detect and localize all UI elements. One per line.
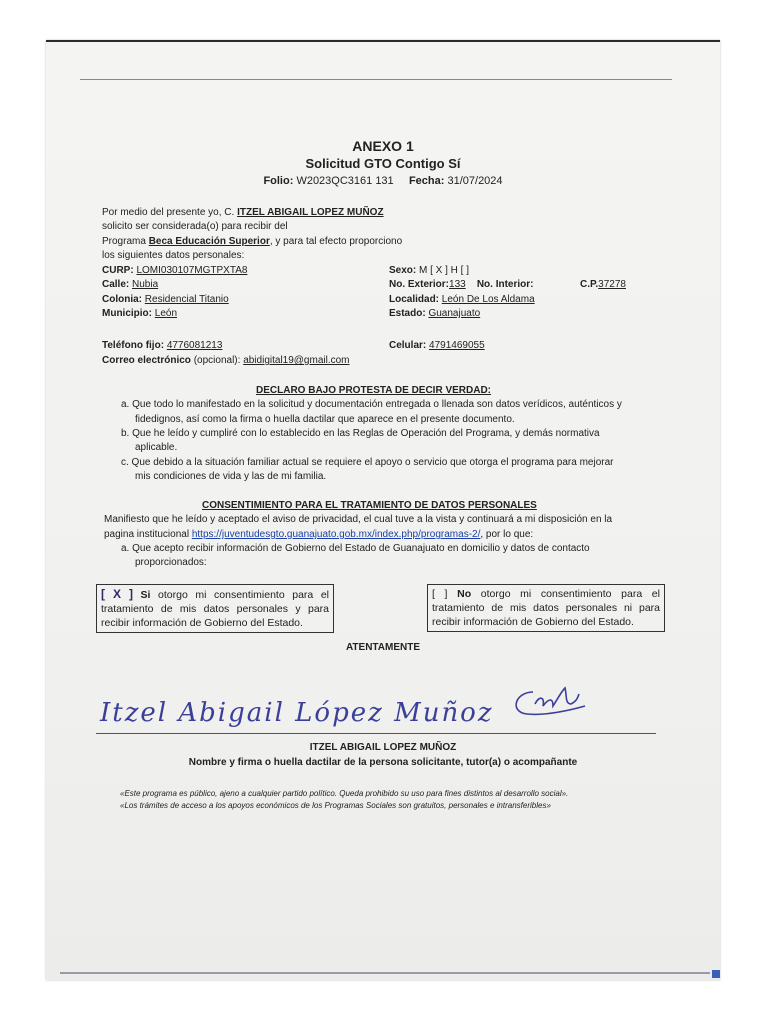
tel-row xyxy=(102,340,222,351)
consent-no-word: No xyxy=(457,588,472,600)
cp-label: C.P. xyxy=(580,279,599,290)
celular-row xyxy=(389,340,485,351)
celular-value: 4791469055 xyxy=(429,340,485,351)
consent-no-box[interactable] xyxy=(427,584,665,632)
folio-line xyxy=(46,175,720,187)
corner-mark-icon xyxy=(712,970,720,978)
signature-caption: Nombre y firma o huella dactilar de la persona solicitante, tutor(a) o acompañante xyxy=(188,757,578,768)
intro-line-2: solicito ser considerada(o) para recibir del xyxy=(102,221,288,232)
calle-label: Calle: xyxy=(102,279,130,290)
estado-label: Estado: xyxy=(389,308,426,319)
cp-row xyxy=(580,279,626,290)
colonia-label: Colonia: xyxy=(102,294,142,305)
program-suffix: , y para tal efecto proporciono xyxy=(269,236,403,247)
declaro-a-1: a. Que todo lo manifestado en la solicitud y documentación entregada o llenada son datos verídicos, auténticos y xyxy=(121,399,622,410)
folio-label: Folio: xyxy=(263,175,294,187)
fecha-label: Fecha: xyxy=(408,175,445,187)
intro-line-3 xyxy=(102,236,402,247)
fecha-value: 31/07/2024 xyxy=(447,175,503,187)
declaro-b-2: aplicable. xyxy=(135,442,178,453)
sexo-label: Sexo: xyxy=(389,265,417,276)
program-prefix: Programa xyxy=(102,236,146,247)
folio-value: W2023QC3161 131 xyxy=(296,175,394,187)
calle-value: Nubia xyxy=(132,279,159,290)
correo-optional: (opcional): xyxy=(193,355,241,366)
correo-label: Correo electrónico xyxy=(102,355,191,366)
colonia-row xyxy=(102,294,229,305)
calle-row xyxy=(102,279,158,290)
consent-no-checkbox[interactable]: [ ] xyxy=(432,588,448,600)
declaro-c-1: c. Que debido a la situación familiar actual se requiere el apoyo o servicio que otorga el programa para mejorar xyxy=(121,457,614,468)
atentamente: ATENTAMENTE xyxy=(345,642,421,653)
tel-label: Teléfono fijo: xyxy=(102,340,165,351)
consent-p-1: Manifiesto que he leído y aceptado el aviso de privacidad, el cual tuve a la vista y continuará a mi disposición en la xyxy=(104,514,613,525)
consent-a-2: proporcionados: xyxy=(135,557,207,568)
intro-line-1 xyxy=(102,207,384,218)
municipio-label: Municipio: xyxy=(102,308,152,319)
sexo-value: M [ X ] H [ ] xyxy=(419,265,470,276)
applicant-name: ITZEL ABIGAIL LOPEZ MUÑOZ xyxy=(237,207,384,218)
declaro-c-2: mis condiciones de vida y las de mi familia. xyxy=(135,471,327,482)
intro-text: Por medio del presente yo, C. xyxy=(102,207,235,218)
form-title: Solicitud GTO Contigo Sí xyxy=(305,156,461,171)
bottom-edge-line xyxy=(60,972,710,974)
localidad-row xyxy=(389,294,535,305)
estado-value: Guanajuato xyxy=(428,308,481,319)
num-int-label: No. Interior: xyxy=(476,279,534,290)
sexo-row xyxy=(389,265,469,276)
consent-yes-box[interactable] xyxy=(96,584,334,633)
estado-row xyxy=(389,308,480,319)
footer-line-2: «Los trámites de acceso a los apoyos económicos de los Programas Sociales son gratuitos, personales e intransferibles» xyxy=(120,801,551,810)
signature-line xyxy=(96,733,656,734)
signer-name: ITZEL ABIGAIL LOPEZ MUÑOZ xyxy=(309,742,457,753)
curp-row xyxy=(102,265,247,276)
declaro-b-1: b. Que he leído y cumpliré con lo establecido en las Reglas de Operación del Programa, y demás normativa xyxy=(121,428,600,439)
consent-a-1: a. Que acepto recibir información de Gobierno del Estado de Guanajuato en domicilio y datos de contacto xyxy=(121,543,590,554)
celular-label: Celular: xyxy=(389,340,427,351)
consent-p-2-pre: pagina institucional xyxy=(104,529,190,540)
privacy-link[interactable]: https://juventudesgto.guanajuato.gob.mx/index.php/programas-2/ xyxy=(191,529,481,540)
top-divider xyxy=(80,79,672,80)
consent-yes-checkbox[interactable]: [ X ] xyxy=(101,587,133,601)
intro-line-4: los siguientes datos personales: xyxy=(102,250,245,261)
consent-p-2 xyxy=(104,529,533,540)
footer-line-1: «Este programa es público, ajeno a cualquier partido político. Queda prohibido su uso para fines distintos al desarrollo social». xyxy=(120,789,569,798)
cp-value: 37278 xyxy=(598,279,626,290)
consent-yes-text: otorgo mi consentimiento para el tratamiento de mis datos personales y para recibir información de Gobierno del Estado. xyxy=(101,589,329,629)
annex-title: ANEXO 1 xyxy=(352,138,414,154)
correo-row xyxy=(102,355,350,366)
num-ext-value: 133 xyxy=(449,279,466,290)
colonia-value: Residencial Titanio xyxy=(144,294,229,305)
signature-scribble-icon xyxy=(505,682,595,722)
program-name: Beca Educación Superior xyxy=(148,236,270,247)
consent-no-text: otorgo mi consentimiento para el tratamiento de mis datos personales ni para recibir información de Gobierno del Estado. xyxy=(432,588,660,628)
correo-value: abidigital19@gmail.com xyxy=(243,355,350,366)
num-ext-row xyxy=(389,279,534,290)
declaro-title: DECLARO BAJO PROTESTA DE DECIR VERDAD: xyxy=(256,385,492,396)
consent-p-2-post: , por lo que: xyxy=(480,529,534,540)
handwritten-signature-name: Itzel Abigail López Muñoz xyxy=(100,698,494,728)
consent-yes-word: Si xyxy=(140,589,151,601)
localidad-label: Localidad: xyxy=(389,294,440,305)
consent-title: CONSENTIMIENTO PARA EL TRATAMIENTO DE DATOS PERSONALES xyxy=(202,500,537,511)
tel-value: 4776081213 xyxy=(166,340,223,351)
num-ext-label: No. Exterior: xyxy=(389,279,450,290)
declaro-a-2: fidedignos, así como la firma o huella dactilar que aparece en el presente documento. xyxy=(135,414,515,425)
curp-value: LOMI030107MGTPXTA8 xyxy=(136,265,248,276)
municipio-row xyxy=(102,308,177,319)
municipio-value: León xyxy=(154,308,178,319)
curp-label: CURP: xyxy=(102,265,134,276)
localidad-value: León De Los Aldama xyxy=(441,294,535,305)
